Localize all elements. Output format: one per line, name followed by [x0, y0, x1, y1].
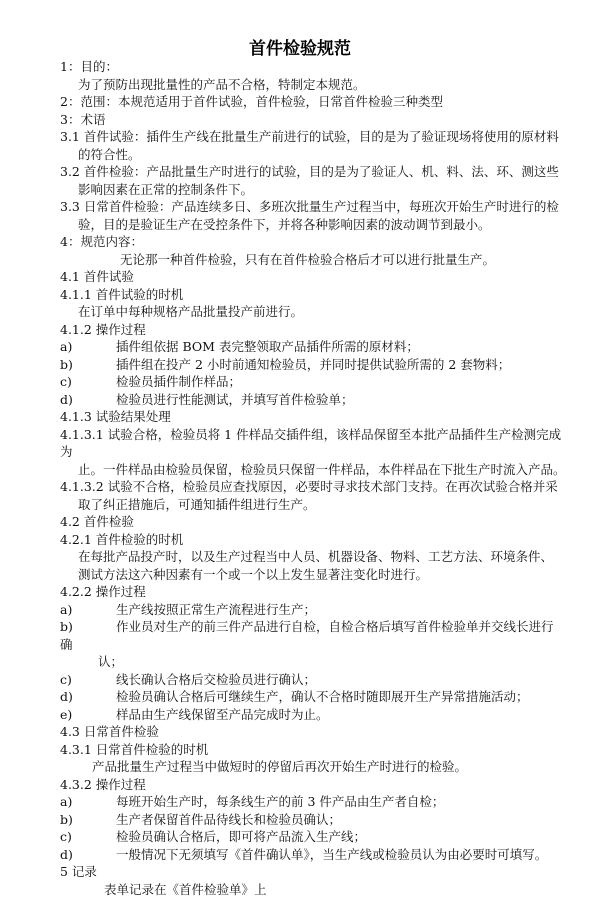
list-item-4-1-2-c: 检验员插件制作样品； [116, 374, 242, 389]
section-3-heading: 3：术语 [60, 111, 106, 127]
section-2-text: 2：范围：本规范适用于首件试验，首件检验，日常首件检验三种类型 [60, 94, 443, 109]
list-item-4-2-2-b-line-2: 确 [60, 636, 73, 652]
list-item-4-2-2-c: 线长确认合格后交检验员进行确认； [116, 671, 317, 687]
list-marker-b: b) [60, 356, 73, 372]
section-4-2-1-line-2: 测试方法这六种因素有一个或一个以上发生显著注变化时进行。 [78, 566, 429, 582]
section-4-2-1-line-1: 在每批产品投产时，以及生产过程当中人员、机器设备、物料、工艺方法、环境条件、 [78, 549, 554, 564]
section-4-1-3-1-line-1: 4.1.3.1 试验合格，检验员将 1 件样品交插件组，该样品保留至本批产品插件生产检测完成 [60, 426, 562, 442]
list-marker-e: e) [60, 706, 73, 722]
list-item-4-2-2-b-line-1: 作业员对生产的前三件产品进行自检，自检合格后填写首件检验单并交线长进行 [116, 619, 554, 634]
section-1-text: 为了预防出现批量性的产品不合格，特制定本规范。 [78, 76, 366, 92]
section-4-text: 无论那一种首件检验，只有在首件检验合格后才可以进行批量生产。 [120, 251, 496, 267]
list-marker-d: d) [60, 846, 73, 862]
list-marker-c: c) [60, 374, 72, 389]
list-marker-d: d) [60, 689, 73, 704]
section-3-2-line-2: 影响因素在正常的控制条件下。 [78, 181, 254, 197]
section-4-1-1-heading: 4.1.1 首件试验的时机 [60, 286, 184, 302]
page-title: 首件检验规范 [249, 39, 351, 59]
section-4-heading: 4：规范内容： [60, 234, 143, 249]
list-item-4-2-2-a: 生产线按照正常生产流程进行生产； [116, 601, 317, 617]
section-4-1-heading: 4.1 首件试验 [60, 269, 134, 284]
section-5-text: 表单记录在《首件检验单》上 [104, 881, 267, 897]
list-item-4-2-2-d: 检验员确认合格后可继续生产，确认不合格时随即展开生产异常措施活动； [116, 689, 529, 704]
list-item-4-1-2-d: 检验员进行性能测试，并填写首件检验单； [116, 391, 354, 407]
section-3-1-line-1: 3.1 首件试验：插件生产线在批量生产前进行的试验，目的是为了验证现场将使用的原材料 [60, 129, 559, 144]
section-3-2-line-1: 3.2 首件检验：产品批量生产时进行的试验，目的是为了验证人、机、料、法、环、测这些 [60, 164, 559, 179]
list-item-4-3-2-b: 生产者保留首件品待线长和检验员确认； [116, 811, 342, 827]
list-marker-c: c) [60, 671, 72, 687]
section-4-1-3-heading: 4.1.3 试验结果处理 [60, 409, 171, 424]
list-marker-d: d) [60, 391, 73, 407]
section-4-1-3-1-line-3: 止。一件样品由检验员保留，检验员只保留一件样品，本件样品在下批生产时流入产品。 [78, 461, 566, 477]
list-item-4-2-2-e: 样品由生产线保留至产品完成时为止。 [116, 706, 329, 722]
list-item-4-1-2-a: 插件组依据 BOM 表完整领取产品插件所需的原材料； [116, 339, 419, 354]
list-marker-b: b) [60, 811, 73, 827]
section-4-1-3-2-line-2: 取了纠正措施后，可通知插件组进行生产。 [78, 496, 316, 512]
list-marker-c: c) [60, 829, 72, 844]
section-4-1-2-heading: 4.1.2 操作过程 [60, 321, 146, 337]
section-3-3-line-1: 3.3 日常首件检验：产品连续多日、多班次批量生产过程当中，每班次开始生产时进行的检 [60, 199, 559, 214]
section-4-2-2-heading: 4.2.2 操作过程 [60, 584, 146, 599]
list-marker-b: b) [60, 619, 73, 634]
section-3-3-line-2: 验，目的是验证生产在受控条件下，并将各种影响因素的波动调节到最小。 [78, 216, 491, 232]
section-4-1-3-1-line-2: 为 [60, 444, 73, 459]
list-marker-a: a) [60, 794, 73, 809]
section-3-1-line-2: 的符合性。 [78, 146, 141, 162]
list-marker-a: a) [60, 339, 73, 354]
section-4-3-2-heading: 4.3.2 操作过程 [60, 776, 146, 792]
section-1-heading: 1：目的： [60, 59, 118, 74]
section-4-3-heading: 4.3 日常首件检验 [60, 724, 159, 739]
list-item-4-3-2-a: 每班开始生产时，每条线生产的前 3 件产品由生产者自检； [116, 794, 445, 809]
list-item-4-3-2-d: 一般情况下无须填写《首件确认单》，当生产线或检验员认为由必要时可填写。 [116, 846, 548, 862]
section-4-1-1-text: 在订单中每种规格产品批量投产前进行。 [78, 304, 304, 319]
section-4-1-3-2-line-1: 4.1.3.2 试验不合格，检验员应查找原因，必要时寻求技术部门支持。在再次试验合格并采 [60, 479, 558, 494]
section-4-2-heading: 4.2 首件检验 [60, 514, 134, 529]
list-item-4-2-2-b-line-3: 认； [98, 654, 124, 669]
section-4-3-1-text: 产品批量生产过程当中做短时的停留后再次开始生产时进行的检验。 [92, 759, 468, 774]
section-5-heading: 5 记录 [60, 864, 97, 879]
section-4-3-1-heading: 4.3.1 日常首件检验的时机 [60, 741, 209, 757]
list-marker-a: a) [60, 601, 73, 617]
list-item-4-3-2-c: 检验员确认合格后，即可将产品流入生产线； [116, 829, 367, 844]
list-item-4-1-2-b: 插件组在投产 2 小时前通知检验员，并同时提供试验所需的 2 套物料； [116, 356, 511, 372]
section-4-2-1-heading: 4.2.1 首件检验的时机 [60, 531, 184, 547]
